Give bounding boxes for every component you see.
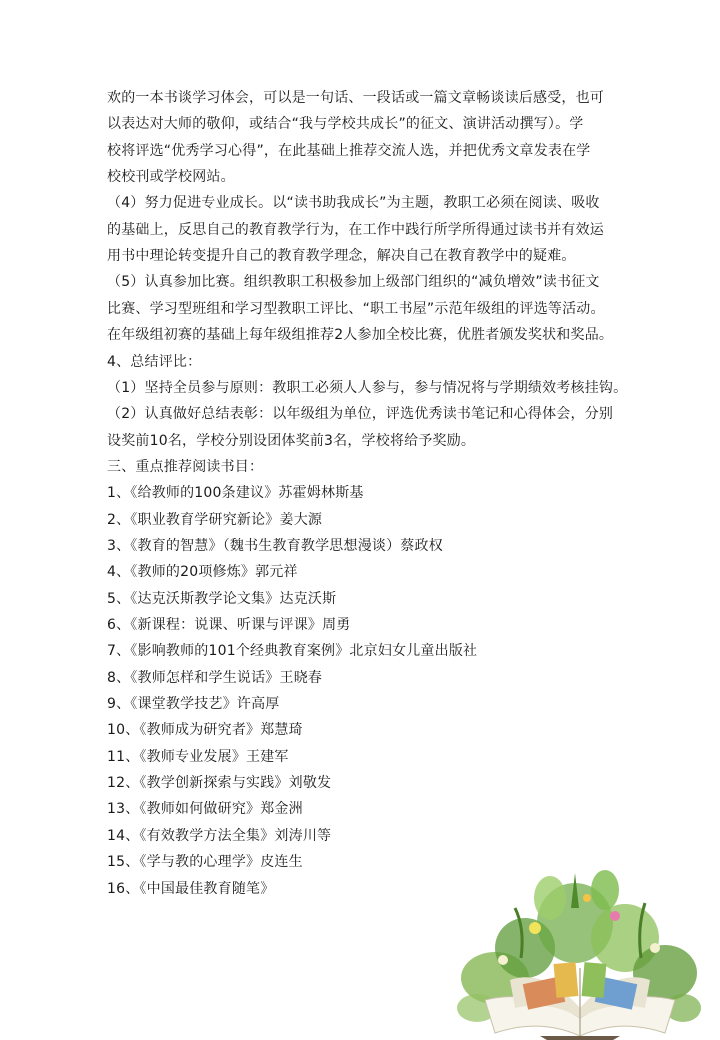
paragraph-line: 在年级组初赛的基础上每年级组推荐2人参加全校比赛，优胜者颁发奖状和奖品。 bbox=[107, 327, 614, 344]
paragraph-line: （2）认真做好总结表彰：以年级组为单位，评选优秀读书笔记和心得体会，分别 bbox=[107, 406, 614, 423]
book-list-item: 5、《达克沃斯教学论文集》达克沃斯 bbox=[107, 590, 337, 607]
book-list-item: 3、《教育的智慧》（魏书生教育教学思想漫谈）蔡政权 bbox=[107, 537, 443, 554]
paragraph-line: 设奖前10名，学校分别设团体奖前3名，学校将给予奖励。 bbox=[107, 432, 476, 449]
book-list-item: 10、《教师成为研究者》郑慧琦 bbox=[107, 722, 303, 739]
book-list-item: 7、《影响教师的101个经典教育案例》北京妇女儿童出版社 bbox=[107, 643, 478, 660]
paragraph-line: （4）努力促进专业成长。以“读书助我成长”为主题，教职工必须在阅读、吸收 bbox=[107, 195, 600, 212]
paragraph-line: 校将评选“优秀学习心得”，在此基础上推荐交流人选，并把优秀文章发表在学 bbox=[107, 142, 591, 159]
section-heading: 三、重点推荐阅读书目： bbox=[107, 458, 264, 475]
book-list-item: 1、《给教师的100条建议》苏霍姆林斯基 bbox=[107, 485, 364, 502]
open-book-plants-illustration bbox=[455, 868, 705, 1040]
section-heading: 4、总结评比： bbox=[107, 353, 202, 370]
book-list-item: 16、《中国最佳教育随笔》 bbox=[107, 880, 275, 897]
paragraph-line: 校校刊或学校网站。 bbox=[107, 169, 235, 186]
book-list-item: 15、《学与教的心理学》皮连生 bbox=[107, 854, 303, 871]
book-list-item: 6、《新课程：说课、听课与评课》周勇 bbox=[107, 617, 351, 633]
book-list-item: 14、《有效教学方法全集》刘涛川等 bbox=[107, 827, 332, 844]
paragraph-line: 用书中理论转变提升自己的教育教学理念，解决自己在教育教学中的疑难。 bbox=[107, 248, 576, 265]
book-list-item: 13、《教师如何做研究》郑金洲 bbox=[107, 801, 303, 818]
paragraph-line: 的基础上，反思自己的教育教学行为，在工作中践行所学所得通过读书并有效运 bbox=[107, 221, 604, 238]
paragraph-line: 比赛、学习型班组和学习型教职工评比、“职工书屋”示范年级组的评选等活动。 bbox=[107, 300, 605, 317]
paragraph-line: 欢的一本书谈学习体会，可以是一句话、一段话或一篇文章畅谈读后感受，也可 bbox=[107, 90, 604, 106]
book-list-item: 2、《职业教育学研究新论》姜大源 bbox=[107, 511, 323, 528]
book-list-item: 12、《教学创新探索与实践》刘敬发 bbox=[107, 775, 332, 792]
book-list-item: 11、《教师专业发展》王建军 bbox=[107, 748, 289, 765]
book-list-item: 8、《教师怎样和学生说话》王晓春 bbox=[107, 669, 323, 686]
paragraph-line: （5）认真参加比赛。组织教职工积极参加上级部门组织的“减负增效”读书征文 bbox=[107, 274, 600, 291]
book-list-item: 9、《课堂教学技艺》许高厚 bbox=[107, 696, 280, 713]
paragraph-line: 以表达对大师的敬仰，或结合“我与学校共成长”的征文、演讲活动撰写）。学 bbox=[107, 116, 584, 133]
paragraph-line: （1）坚持全员参与原则：教职工必须人人参与，参与情况将与学期绩效考核挂钩。 bbox=[107, 379, 628, 396]
book-list-item: 4、《教师的20项修炼》郭元祥 bbox=[107, 564, 298, 581]
